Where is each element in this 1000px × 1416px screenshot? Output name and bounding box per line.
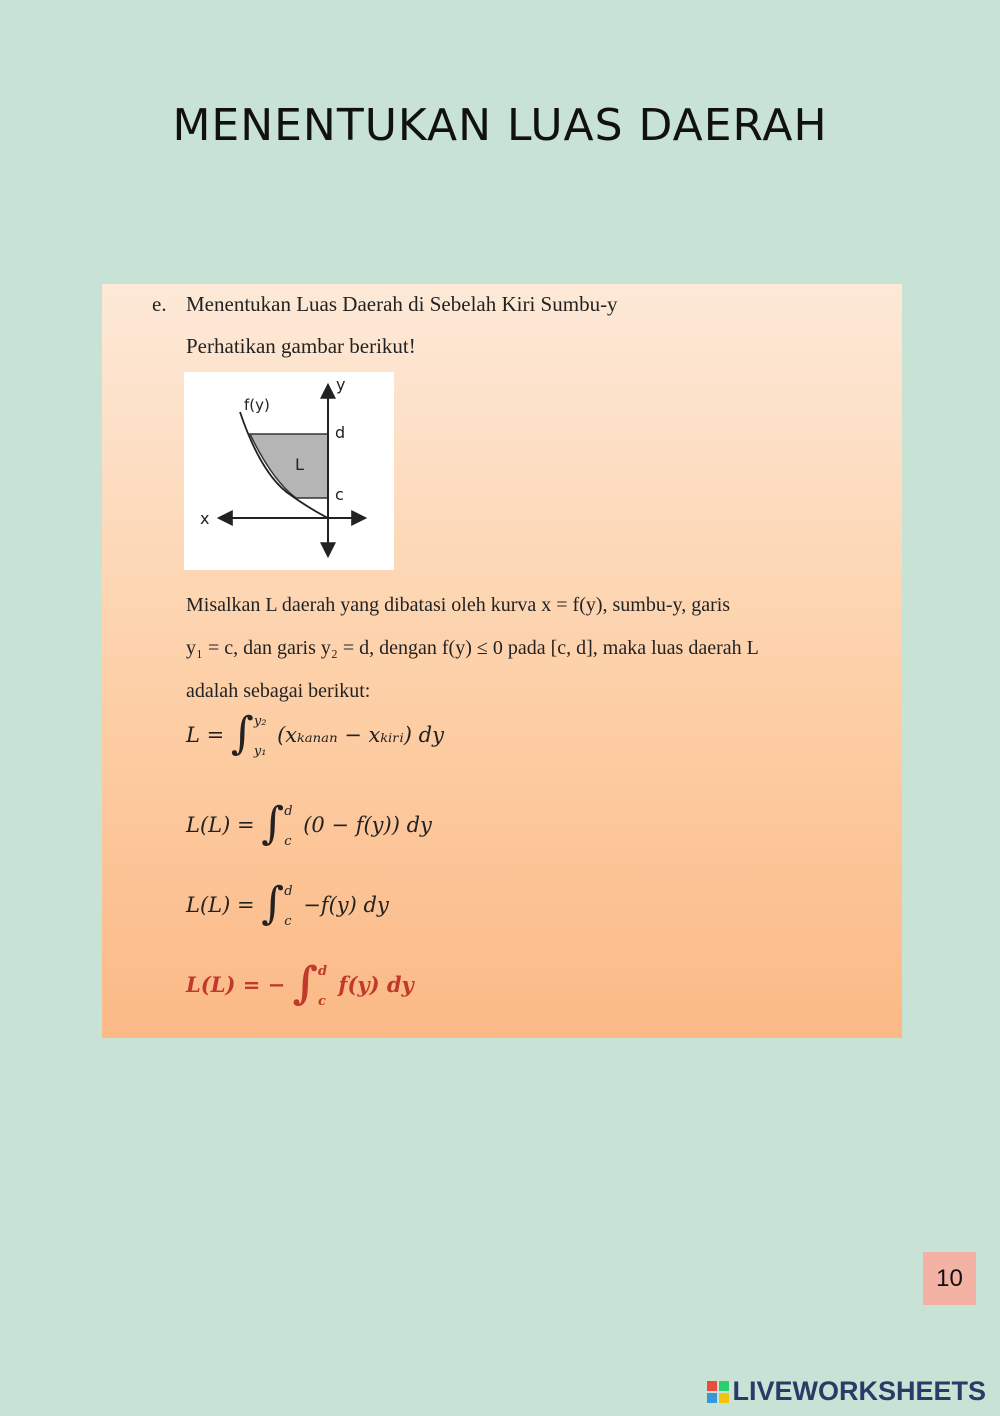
d-label: d (335, 423, 346, 442)
formula-body: f(y) dy (338, 972, 414, 997)
upper-limit: d (284, 803, 293, 819)
page-number: 10 (923, 1252, 976, 1305)
formula-step-2 (186, 872, 389, 937)
area-diagram (184, 372, 394, 570)
y-axis-label: y (336, 375, 346, 394)
integral-sign: ∫ (292, 958, 319, 1009)
integral-sign: ∫ (230, 708, 254, 759)
lower-limit: c (284, 833, 292, 849)
upper-limit: d (318, 963, 328, 979)
integral-sign: ∫ (261, 878, 285, 929)
page-title: MENENTUKAN LUAS DAERAH (172, 100, 828, 151)
formula-body: (0 − f(y)) dy (303, 813, 432, 837)
c-label: c (335, 485, 344, 504)
section-number: e. (152, 292, 167, 316)
formula-lhs: L(L) = (186, 813, 255, 837)
shaded-region (250, 434, 328, 498)
area-figure (184, 372, 394, 570)
formula-lhs: L(L) = (186, 893, 255, 917)
brand-grid-icon (707, 1381, 729, 1403)
formula-step-1 (186, 792, 432, 857)
formula-lhs: L(L) = − (186, 972, 286, 997)
lower-limit: y₁ (253, 743, 267, 759)
paragraph-line: y₁ = c, dan garis y₂ = d, dengan f(y) ≤ 0 pada [c, d], maka luas daerah L (186, 637, 759, 659)
paragraph-line: adalah sebagai berikut: (186, 680, 371, 702)
formula-body: −f(y) dy (303, 893, 389, 917)
formula-final (186, 952, 414, 1017)
brand-text: LIVEWORKSHEETS (732, 1376, 986, 1406)
liveworksheets-logo[interactable] (707, 1376, 986, 1407)
section-title: Menentukan Luas Daerah di Sebelah Kiri Sumbu-y (186, 292, 618, 316)
explanation-paragraph (186, 584, 896, 713)
upper-limit: d (284, 883, 293, 899)
instruction: Perhatikan gambar berikut! (186, 334, 416, 358)
region-label: L (295, 455, 304, 474)
lower-limit: c (318, 993, 326, 1009)
paragraph-line: Misalkan L daerah yang dibatasi oleh kurva x = f(y), sumbu-y, garis (186, 594, 731, 616)
formula-lhs: L = (186, 723, 225, 747)
integral-sign: ∫ (261, 798, 285, 849)
curve-label: f(y) (244, 396, 270, 414)
formula-body: (xₖₐₙₐₙ − xₖᵢᵣᵢ) dy (277, 723, 444, 747)
content-box (102, 284, 902, 1038)
lower-limit: c (284, 913, 292, 929)
section-heading (152, 292, 618, 317)
x-axis-label: x (200, 509, 210, 528)
upper-limit: y₂ (253, 713, 267, 729)
formula-general (186, 702, 444, 767)
